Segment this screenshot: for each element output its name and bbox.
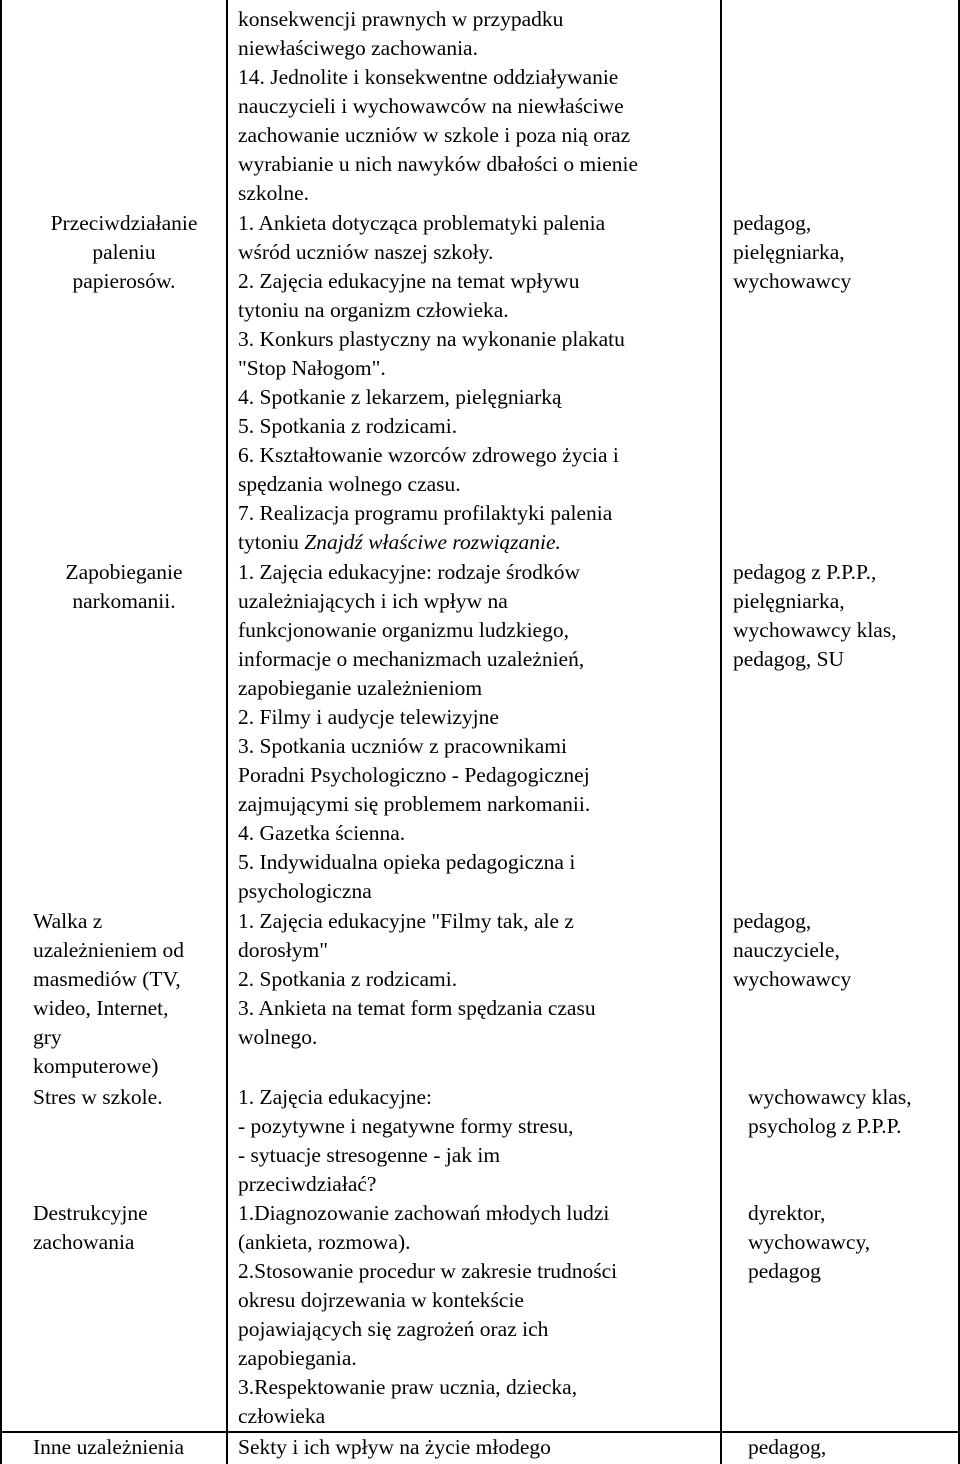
action-line: wśród uczniów naszej szkoły. <box>238 240 494 264</box>
topic-line: Walka z <box>33 909 103 933</box>
action-line: funkcjonowanie organizmu ludzkiego, <box>238 618 569 642</box>
topic-drugs <box>24 558 224 616</box>
topic-line: Inne uzależnienia <box>33 1435 185 1459</box>
action-line: wolnego. <box>238 1025 318 1049</box>
action-line: okresu dojrzewania w kontekście <box>238 1288 524 1312</box>
action-line: Sekty i ich wpływ na życie młodego <box>238 1435 551 1459</box>
action-line: 7. Realizacja programu profilaktyki palenia <box>238 501 613 525</box>
action-line: 3. Ankieta na temat form spędzania czasu <box>238 996 596 1020</box>
actions-drugs <box>238 558 590 906</box>
responsible-mass-media <box>733 907 851 994</box>
action-line: "Stop Nałogom". <box>238 356 386 380</box>
action-line: 2. Filmy i audycje telewizyjne <box>238 705 499 729</box>
action-line: spędzania wolnego czasu. <box>238 472 461 496</box>
action-line: 2.Stosowanie procedur w zakresie trudności <box>238 1259 618 1283</box>
action-line: 1. Zajęcia edukacyjne: rodzaje środków <box>238 560 581 584</box>
text-line: zachowanie uczniów w szkole i poza nią oraz <box>238 123 631 147</box>
responsible-line: pedagog, SU <box>733 647 845 671</box>
text-line: 14. Jednolite i konsekwentne oddziaływanie <box>238 65 619 89</box>
text-line: niewłaściwego zachowania. <box>238 36 478 60</box>
action-line: 2. Spotkania z rodzicami. <box>238 967 458 991</box>
topic-line: uzależnieniem od <box>33 938 185 962</box>
topic-stress <box>33 1083 223 1112</box>
responsible-line: wychowawcy klas, <box>748 1085 912 1109</box>
topic-line: zachowania <box>33 1230 135 1254</box>
actions-smoking <box>238 209 625 557</box>
action-line: 4. Gazetka ścienna. <box>238 821 406 845</box>
responsible-line: dyrektor, <box>748 1201 826 1225</box>
table-border-left <box>0 0 2 1464</box>
responsible-line: wychowawcy <box>733 967 852 991</box>
action-line: 3.Respektowanie praw ucznia, dziecka, <box>238 1375 578 1399</box>
topic-line: Zapobieganie <box>65 560 183 584</box>
responsible-line: wychowawcy klas, <box>733 618 897 642</box>
action-line: uzależniających i ich wpływ na <box>238 589 508 613</box>
column-divider-1 <box>226 0 228 1464</box>
action-line-program <box>238 528 625 557</box>
action-line: 2. Zajęcia edukacyjne na temat wpływu <box>238 269 580 293</box>
responsible-line: pedagog <box>748 1259 821 1283</box>
responsible-line: pielęgniarka, <box>733 240 845 264</box>
action-line: 4. Spotkanie z lekarzem, pielęgniarką <box>238 385 562 409</box>
action-line: 3. Spotkania uczniów z pracownikami <box>238 734 567 758</box>
responsible-stress <box>748 1083 912 1141</box>
topic-mass-media <box>33 907 223 1081</box>
topic-destructive-behaviour <box>33 1199 223 1257</box>
action-line: 1. Zajęcia edukacyjne: <box>238 1085 432 1109</box>
topic-line: gry <box>33 1025 62 1049</box>
action-line: informacje o mechanizmach uzależnień, <box>238 647 585 671</box>
topic-line: masmediów (TV, <box>33 967 181 991</box>
topic-other-addictions <box>33 1433 225 1462</box>
responsible-destructive-behaviour <box>748 1199 870 1286</box>
actions-mass-media <box>238 907 596 1052</box>
topic-line: papierosów. <box>72 269 176 293</box>
topic-line: narkomanii. <box>72 589 176 613</box>
responsible-drugs <box>733 558 897 674</box>
continuation-text <box>238 5 638 208</box>
action-line: zapobieganie uzależnieniom <box>238 676 483 700</box>
actions-other-addictions <box>238 1433 551 1462</box>
action-line: człowieka <box>238 1404 326 1428</box>
action-line: pojawiających się zagrożeń oraz ich <box>238 1317 549 1341</box>
text-line: nauczycieli i wychowawców na niewłaściwe <box>238 94 624 118</box>
responsible-line: pedagog z P.P.P., <box>733 560 877 584</box>
topic-line: komputerowe) <box>33 1054 159 1078</box>
topic-line: Przeciwdziałanie <box>50 211 198 235</box>
action-line: 5. Indywidualna opieka pedagogiczna i <box>238 850 576 874</box>
topic-line: wideo, Internet, <box>33 996 169 1020</box>
action-line: zajmującymi się problemem narkomanii. <box>238 792 591 816</box>
action-line: 6. Kształtowanie wzorców zdrowego życia i <box>238 443 619 467</box>
text-line: szkolne. <box>238 181 310 205</box>
program-title: Znajdź właściwe rozwiązanie. <box>304 530 561 554</box>
responsible-line: wychowawcy, <box>748 1230 871 1254</box>
action-text: tytoniu <box>238 530 305 554</box>
responsible-line: pedagog, <box>733 909 812 933</box>
action-line: Poradni Psychologiczno - Pedagogicznej <box>238 763 590 787</box>
responsible-line: pedagog, <box>733 211 812 235</box>
action-line: przeciwdziałać? <box>238 1172 377 1196</box>
actions-destructive-behaviour <box>238 1199 617 1431</box>
action-line: - pozytywne i negatywne formy stresu, <box>238 1114 574 1138</box>
action-line: psychologiczna <box>238 879 372 903</box>
action-line: tytoniu na organizm człowieka. <box>238 298 509 322</box>
topic-line: paleniu <box>92 240 156 264</box>
responsible-smoking <box>733 209 851 296</box>
topic-line: Stres w szkole. <box>33 1085 163 1109</box>
text-line: konsekwencji prawnych w przypadku <box>238 7 564 31</box>
actions-stress <box>238 1083 574 1199</box>
action-line: zapobiegania. <box>238 1346 357 1370</box>
responsible-line: nauczyciele, <box>733 938 840 962</box>
text-line: wyrabianie u nich nawyków dbałości o mienie <box>238 152 639 176</box>
topic-smoking <box>24 209 224 296</box>
action-line: 1. Ankieta dotycząca problematyki palenia <box>238 211 606 235</box>
responsible-line: pedagog, <box>748 1435 827 1459</box>
action-line: (ankieta, rozmowa). <box>238 1230 411 1254</box>
column-divider-2 <box>720 0 722 1464</box>
action-line: - sytuacje stresogenne - jak im <box>238 1143 501 1167</box>
responsible-other-addictions <box>748 1433 826 1462</box>
action-line: 1.Diagnozowanie zachowań młodych ludzi <box>238 1201 610 1225</box>
action-line: 3. Konkurs plastyczny na wykonanie plakatu <box>238 327 625 351</box>
responsible-line: wychowawcy <box>733 269 852 293</box>
topic-line: Destrukcyjne <box>33 1201 148 1225</box>
action-line: 5. Spotkania z rodzicami. <box>238 414 458 438</box>
responsible-line: psycholog z P.P.P. <box>748 1114 902 1138</box>
responsible-line: pielęgniarka, <box>733 589 845 613</box>
action-line: dorosłym" <box>238 938 328 962</box>
action-line: 1. Zajęcia edukacyjne "Filmy tak, ale z <box>238 909 574 933</box>
